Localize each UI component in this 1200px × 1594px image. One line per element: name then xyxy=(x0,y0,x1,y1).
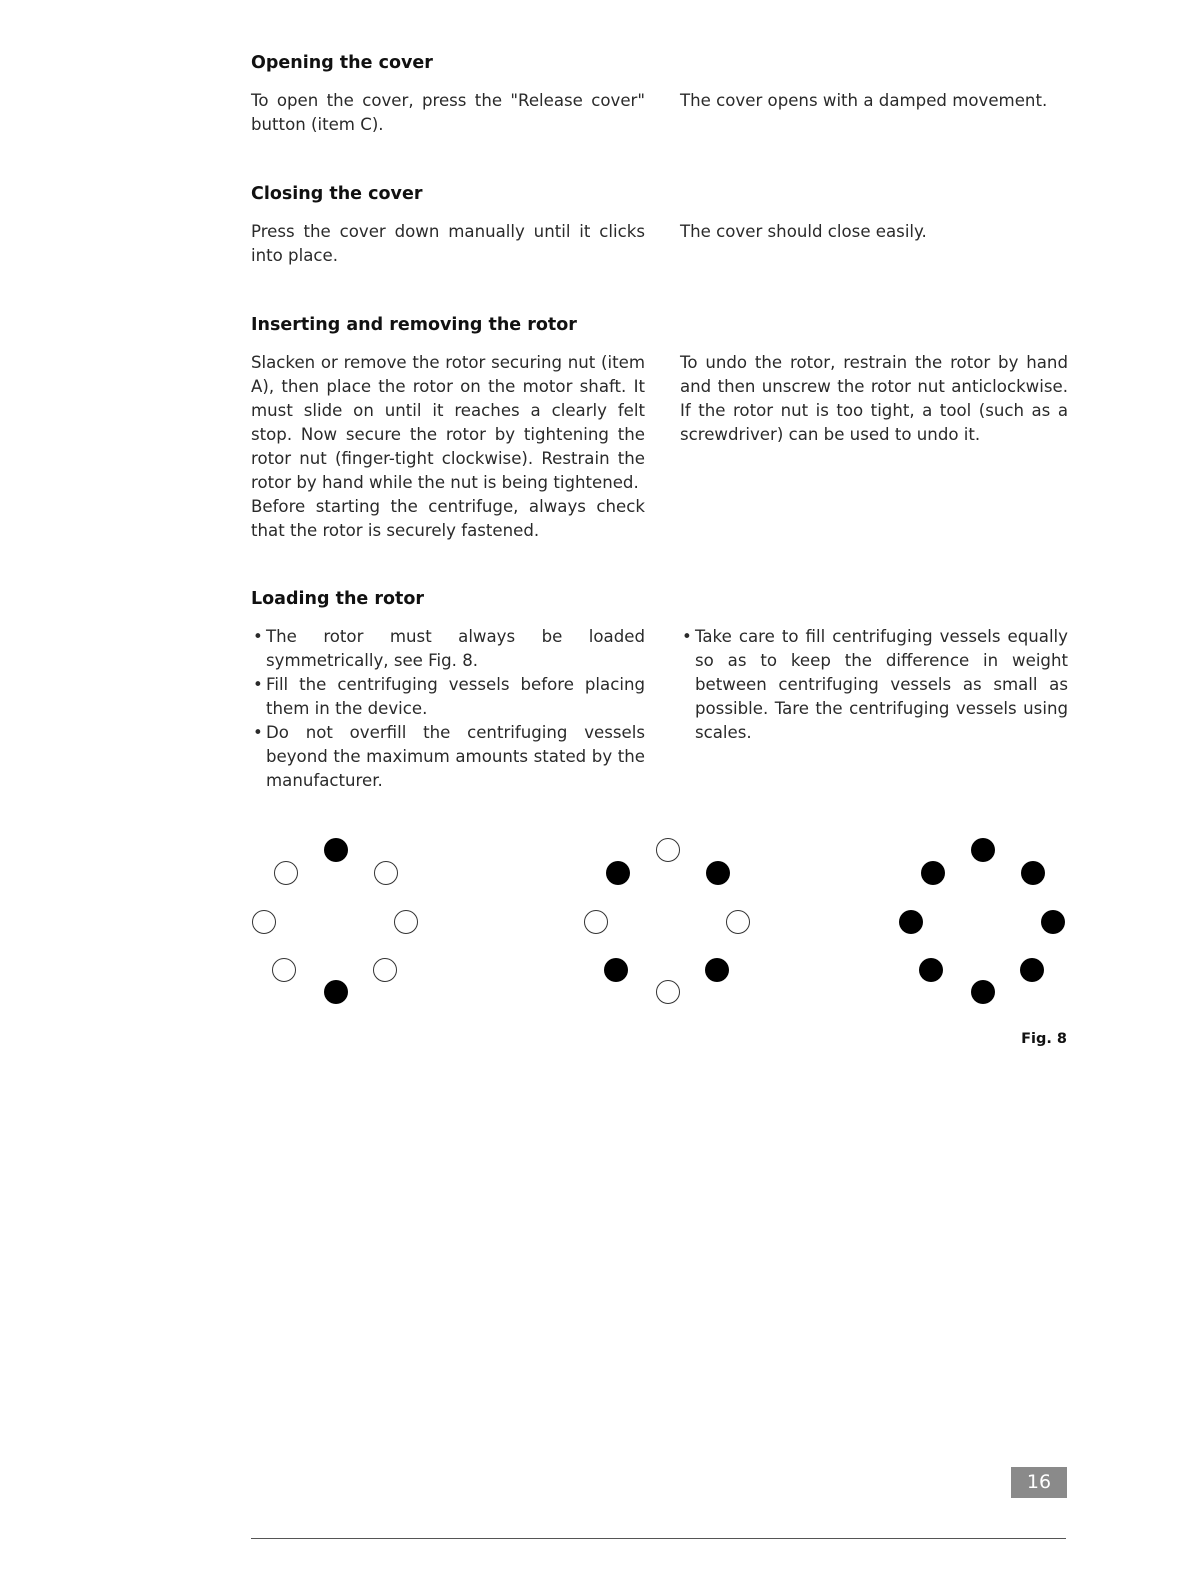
loaded-vessel-icon xyxy=(921,861,945,885)
inserting-rotor-instructions xyxy=(251,351,645,543)
removing-rotor-notes xyxy=(680,351,1068,447)
loaded-vessel-icon xyxy=(971,980,995,1004)
rotor-diagram-4-vessels xyxy=(578,838,758,1018)
loaded-vessel-icon xyxy=(705,958,729,982)
rotor-diagram-2-vessels xyxy=(246,838,426,1018)
loaded-vessel-icon xyxy=(1021,861,1045,885)
loaded-vessel-icon xyxy=(604,958,628,982)
empty-vessel-icon xyxy=(373,958,397,982)
closing-cover-instructions xyxy=(251,220,645,268)
closing-cover-note-text: The cover should close easily. xyxy=(680,222,927,241)
heading-inserting-rotor: Inserting and removing the rotor xyxy=(251,315,577,335)
empty-vessel-icon xyxy=(394,910,418,934)
loaded-vessel-icon xyxy=(324,838,348,862)
bullet-item: • Do not overfill the centrifuging vessels beyond the maximum amounts stated by the manufacturer. xyxy=(251,721,645,793)
loaded-vessel-icon xyxy=(919,958,943,982)
empty-vessel-icon xyxy=(584,910,608,934)
empty-vessel-icon xyxy=(726,910,750,934)
bullet-item: • Take care to fill centrifuging vessels equally so as to keep the difference in weight between centrifuging vessels as small as possible. Tare the centrifuging vessels using scales. xyxy=(680,625,1068,745)
page-number: 16 xyxy=(1011,1467,1067,1498)
loading-rotor-bullet-list xyxy=(251,625,645,793)
loaded-vessel-icon xyxy=(324,980,348,1004)
empty-vessel-icon xyxy=(272,958,296,982)
loading-rotor-notes-list xyxy=(680,625,1068,745)
heading-closing-cover: Closing the cover xyxy=(251,184,423,204)
opening-cover-text: To open the cover, press the "Release cover" button (item C). xyxy=(251,91,645,134)
opening-cover-notes xyxy=(680,89,1068,113)
empty-vessel-icon xyxy=(252,910,276,934)
loaded-vessel-icon xyxy=(606,861,630,885)
loaded-vessel-icon xyxy=(971,838,995,862)
inserting-rotor-check-text: Before starting the centrifuge, always check that the rotor is securely fastened. xyxy=(251,497,645,540)
footer-divider xyxy=(251,1538,1066,1539)
rotor-diagram-8-vessels xyxy=(893,838,1073,1018)
closing-cover-notes xyxy=(680,220,1068,244)
closing-cover-text: Press the cover down manually until it clicks into place. xyxy=(251,222,645,265)
opening-cover-instructions xyxy=(251,89,645,137)
loaded-vessel-icon xyxy=(706,861,730,885)
heading-loading-rotor: Loading the rotor xyxy=(251,589,425,609)
empty-vessel-icon xyxy=(274,861,298,885)
figure-caption: Fig. 8 xyxy=(1021,1031,1067,1047)
bullet-item: • The rotor must always be loaded symmetrically, see Fig. 8. xyxy=(251,625,645,673)
opening-cover-note-text: The cover opens with a damped movement. xyxy=(680,91,1048,110)
loading-rotor-notes xyxy=(680,625,1068,745)
bullet-item: • Fill the centrifuging vessels before placing them in the device. xyxy=(251,673,645,721)
inserting-rotor-text: Slacken or remove the rotor securing nut (item A), then place the rotor on the motor shaft. It must slide on until it reaches a clearly felt stop. Now secure the rotor by tightening the rotor nut (finger-tight clockwise). Restrain the rotor by hand while the nut is being tightened. xyxy=(251,353,645,492)
loaded-vessel-icon xyxy=(1020,958,1044,982)
empty-vessel-icon xyxy=(656,980,680,1004)
loaded-vessel-icon xyxy=(899,910,923,934)
empty-vessel-icon xyxy=(656,838,680,862)
heading-opening-cover: Opening the cover xyxy=(251,53,433,73)
empty-vessel-icon xyxy=(374,861,398,885)
loading-rotor-instructions xyxy=(251,625,645,793)
loaded-vessel-icon xyxy=(1041,910,1065,934)
removing-rotor-text: To undo the rotor, restrain the rotor by hand and then unscrew the rotor nut anticlockwise. If the rotor nut is too tight, a tool (such as a screwdriver) can be used to undo it. xyxy=(680,353,1068,444)
